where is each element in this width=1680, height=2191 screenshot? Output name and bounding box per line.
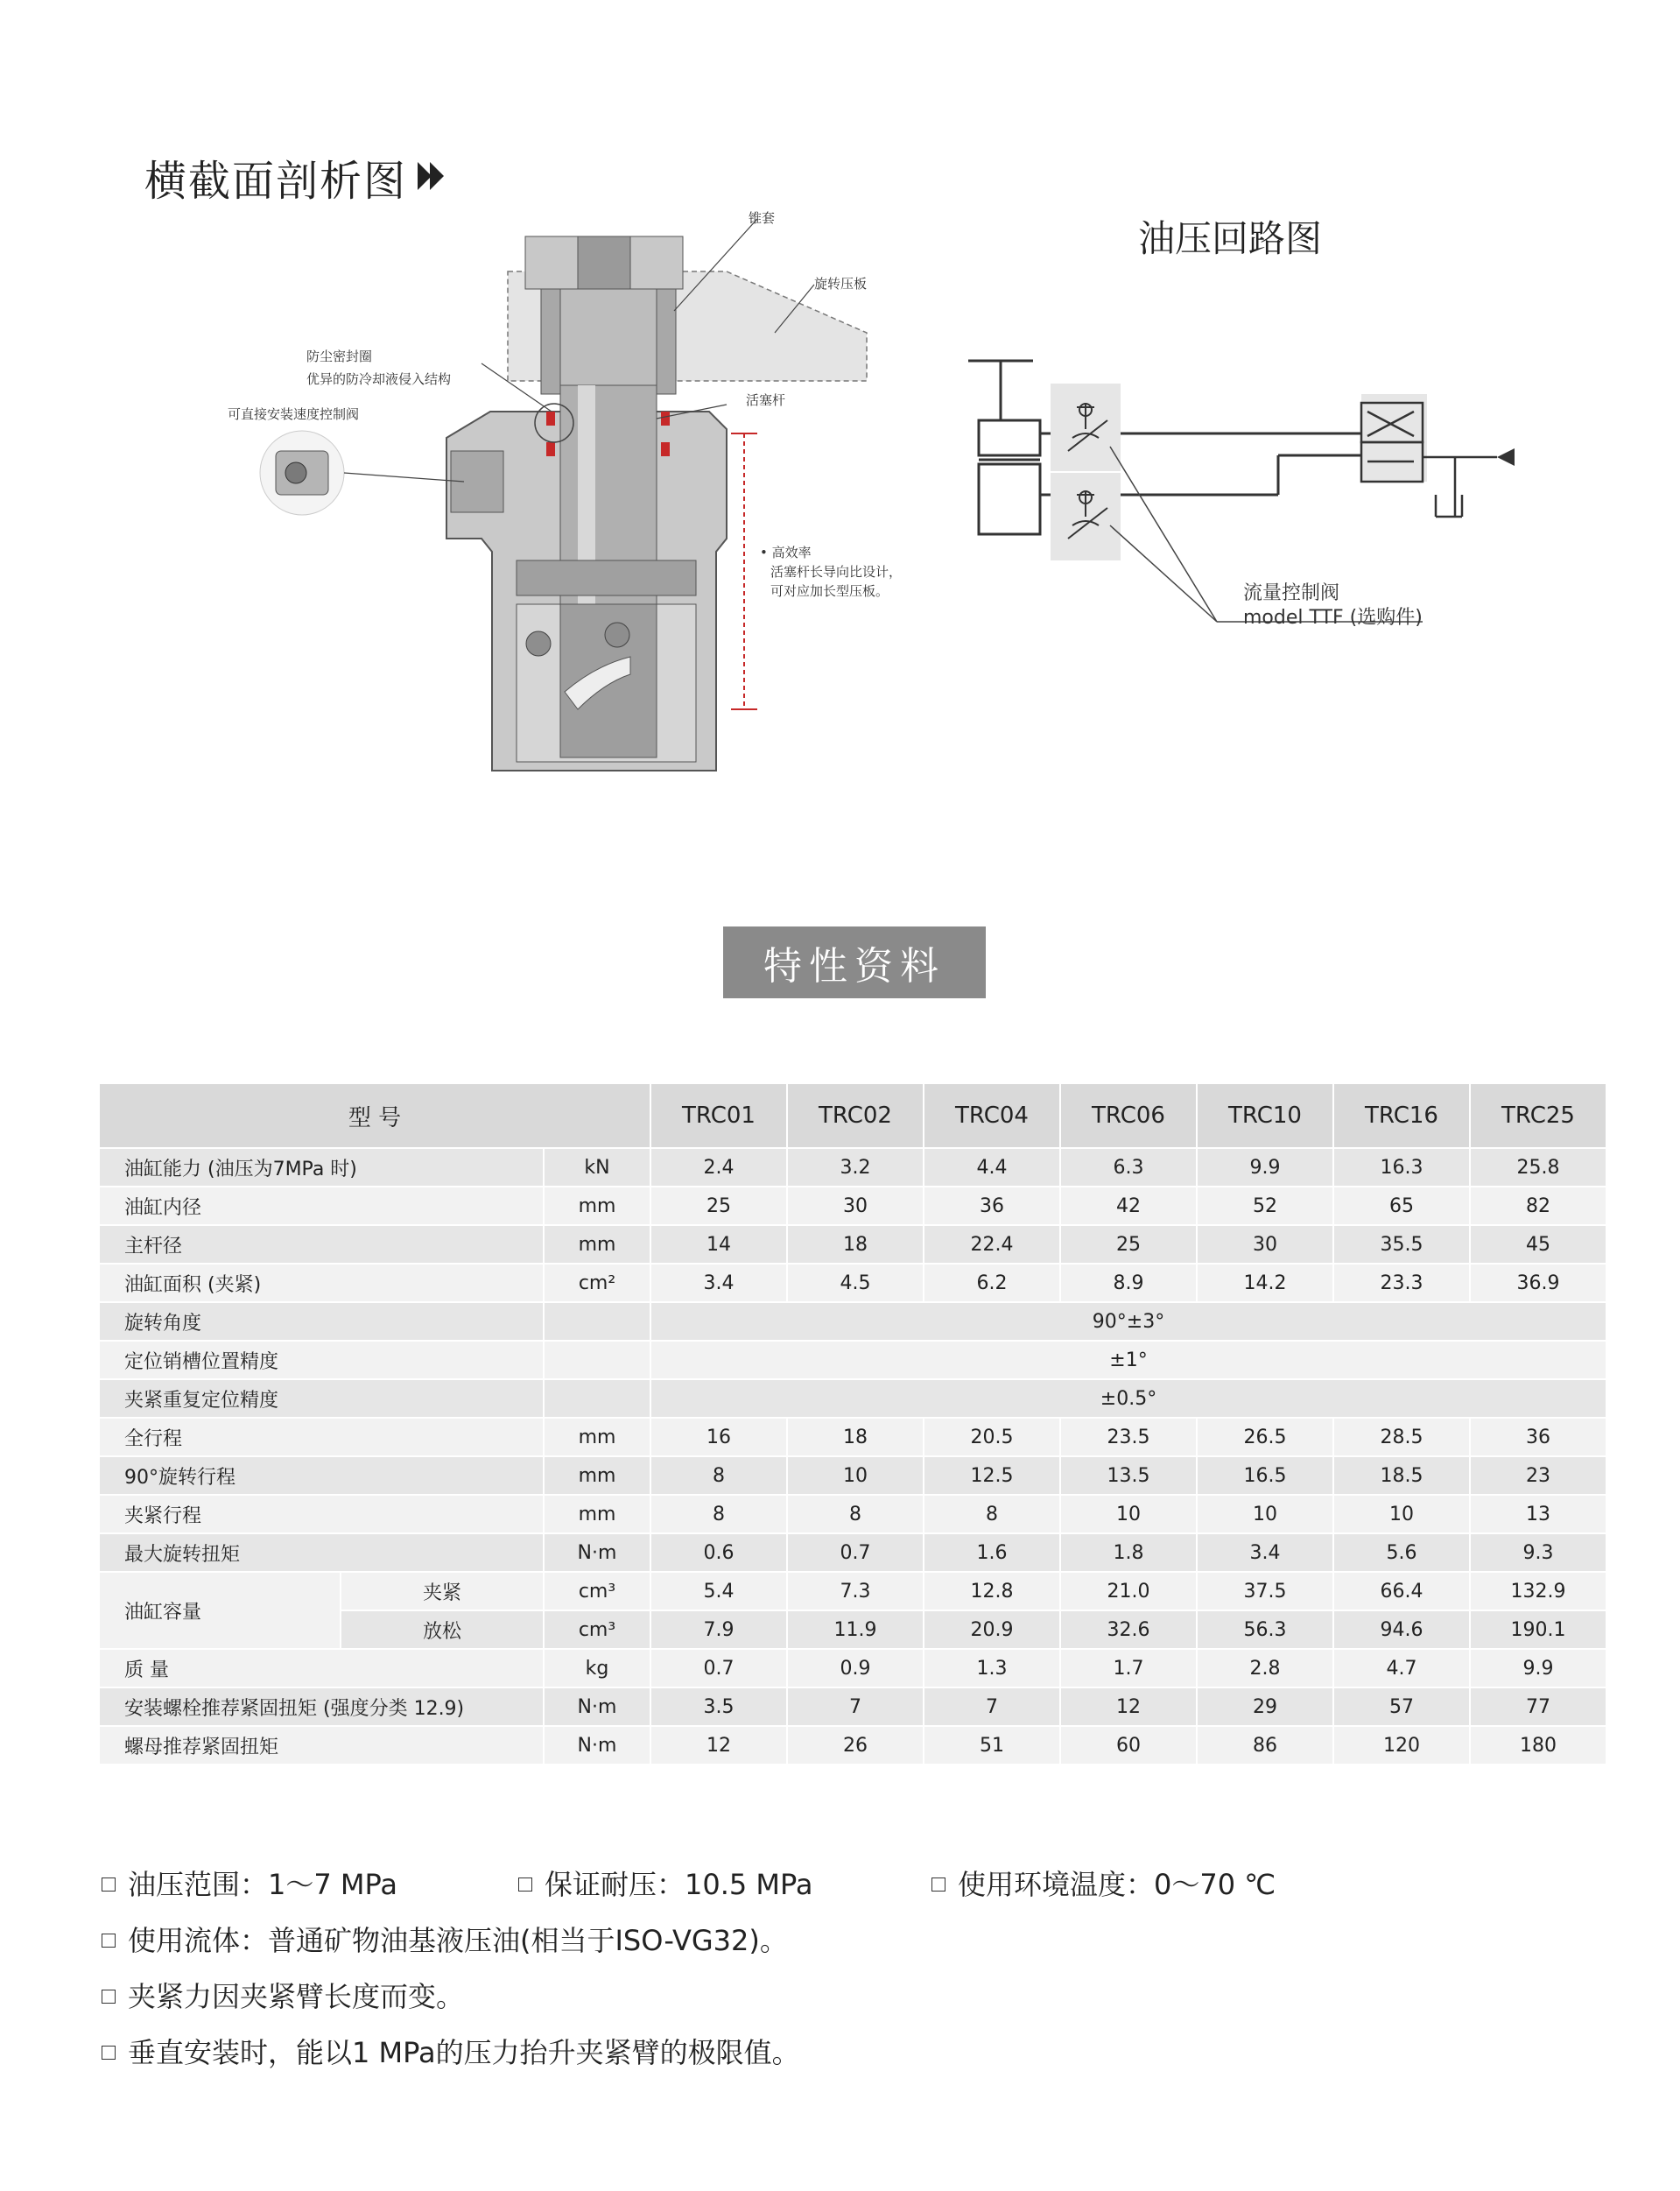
- cell-value: 23: [1471, 1457, 1606, 1494]
- header-model: TRC10: [1198, 1084, 1332, 1147]
- row-label: 全行程: [100, 1419, 543, 1455]
- note-pressure-range: 油压范围：1～7 MPa: [128, 1868, 397, 1901]
- cell-value: 0.9: [788, 1650, 923, 1687]
- row-span-value: ±0.5°: [651, 1380, 1606, 1417]
- cell-value: 36: [1471, 1419, 1606, 1455]
- row-unit: N·m: [545, 1727, 650, 1764]
- table-row: [100, 1650, 1606, 1687]
- note-row: [102, 1856, 1276, 1913]
- header-model-label: 型 号: [100, 1084, 650, 1147]
- cell-value: 60: [1061, 1727, 1196, 1764]
- cell-value: 26: [788, 1727, 923, 1764]
- cell-value: 3.4: [1198, 1534, 1332, 1571]
- row-label: 质 量: [100, 1650, 543, 1687]
- callout-efficiency-3: 可对应加长型压板。: [770, 583, 889, 599]
- row-unit: N·m: [545, 1688, 650, 1725]
- cell-value: 51: [924, 1727, 1059, 1764]
- cell-value: 37.5: [1198, 1573, 1332, 1610]
- cell-value: 14: [651, 1226, 786, 1263]
- cell-value: 42: [1061, 1187, 1196, 1224]
- row-unit: [545, 1303, 650, 1340]
- row-label: 油缸内径: [100, 1187, 543, 1224]
- cell-value: 12: [1061, 1688, 1196, 1725]
- row-label: 定位销槽位置精度: [100, 1342, 543, 1378]
- cell-value: 5.6: [1334, 1534, 1469, 1571]
- cell-value: 13: [1471, 1496, 1606, 1532]
- row-label: 油缸面积 (夹紧): [100, 1265, 543, 1301]
- cell-value: 86: [1198, 1727, 1332, 1764]
- cell-value: 82: [1471, 1187, 1606, 1224]
- cell-value: 28.5: [1334, 1419, 1469, 1455]
- cell-value: 1.3: [924, 1650, 1059, 1687]
- cell-value: 0.7: [788, 1534, 923, 1571]
- table-row: [100, 1457, 1606, 1494]
- cell-value: 2.4: [651, 1149, 786, 1186]
- cell-value: 6.2: [924, 1265, 1059, 1301]
- circuit-valve-label: 流量控制阀: [1243, 582, 1340, 604]
- cell-value: 36: [924, 1187, 1059, 1224]
- cell-value: 132.9: [1471, 1573, 1606, 1610]
- table-row: [100, 1342, 1606, 1378]
- row-sub-label: 夹紧: [341, 1573, 543, 1610]
- cell-value: 1.7: [1061, 1650, 1196, 1687]
- table-row: [100, 1419, 1606, 1455]
- cell-value: 12.8: [924, 1573, 1059, 1610]
- row-unit: [545, 1380, 650, 1417]
- row-unit: kg: [545, 1650, 650, 1687]
- cell-value: 21.0: [1061, 1573, 1196, 1610]
- cell-value: 36.9: [1471, 1265, 1606, 1301]
- row-unit: mm: [545, 1457, 650, 1494]
- table-header-row: [100, 1084, 1606, 1147]
- cell-value: 0.7: [651, 1650, 786, 1687]
- cell-value: 11.9: [788, 1611, 923, 1648]
- callout-piston-rod: 活塞杆: [746, 392, 786, 408]
- row-label: 夹紧重复定位精度: [100, 1380, 543, 1417]
- header-model: TRC16: [1334, 1084, 1469, 1147]
- row-label: 夹紧行程: [100, 1496, 543, 1532]
- header-model: TRC25: [1471, 1084, 1606, 1147]
- cell-value: 56.3: [1198, 1611, 1332, 1648]
- callout-efficiency-1: • 高效率: [760, 545, 812, 560]
- cell-value: 4.7: [1334, 1650, 1469, 1687]
- cell-value: 23.5: [1061, 1419, 1196, 1455]
- row-label: 螺母推荐紧固扭矩: [100, 1727, 543, 1764]
- row-span-value: ±1°: [651, 1342, 1606, 1378]
- table-row: [100, 1573, 1606, 1610]
- row-unit: N·m: [545, 1534, 650, 1571]
- table-row: [100, 1534, 1606, 1571]
- callout-cone-sleeve: 锥套: [749, 210, 776, 226]
- cell-value: 10: [1334, 1496, 1469, 1532]
- table-row: [100, 1187, 1606, 1224]
- cell-value: 18.5: [1334, 1457, 1469, 1494]
- callout-efficiency-2: 活塞杆长导向比设计，: [770, 564, 903, 580]
- cell-value: 16.3: [1334, 1149, 1469, 1186]
- cell-value: 3.5: [651, 1688, 786, 1725]
- table-row: [100, 1688, 1606, 1725]
- cell-value: 57: [1334, 1688, 1469, 1725]
- row-unit: mm: [545, 1187, 650, 1224]
- row-label: 最大旋转扭矩: [100, 1534, 543, 1571]
- cell-value: 7: [788, 1688, 923, 1725]
- table-row: [100, 1380, 1606, 1417]
- cell-value: 5.4: [651, 1573, 786, 1610]
- callout-dust-seal: 防尘密封圈: [306, 349, 373, 364]
- cross-section-title-text: 横截面剖析图: [144, 157, 408, 206]
- cell-value: 20.5: [924, 1419, 1059, 1455]
- cell-value: 18: [788, 1419, 923, 1455]
- row-sub-label: 放松: [341, 1611, 543, 1648]
- cell-value: 12: [651, 1727, 786, 1764]
- row-unit: cm³: [545, 1611, 650, 1648]
- cell-value: 10: [1061, 1496, 1196, 1532]
- header-model: TRC06: [1061, 1084, 1196, 1147]
- row-unit: kN: [545, 1149, 650, 1186]
- cell-value: 23.3: [1334, 1265, 1469, 1301]
- cell-value: 10: [788, 1457, 923, 1494]
- checkbox-icon: [102, 1990, 116, 2004]
- row-unit: cm³: [545, 1573, 650, 1610]
- cell-value: 1.6: [924, 1534, 1059, 1571]
- cell-value: 180: [1471, 1727, 1606, 1764]
- cell-value: 7: [924, 1688, 1059, 1725]
- row-label: 旋转角度: [100, 1303, 543, 1340]
- cell-value: 25.8: [1471, 1149, 1606, 1186]
- header-model: TRC02: [788, 1084, 923, 1147]
- cell-value: 9.3: [1471, 1534, 1606, 1571]
- cell-value: 30: [1198, 1226, 1332, 1263]
- row-label: 油缸能力 (油压为7MPa 时): [100, 1149, 543, 1186]
- cell-value: 8: [651, 1457, 786, 1494]
- cell-value: 25: [651, 1187, 786, 1224]
- cell-value: 66.4: [1334, 1573, 1469, 1610]
- cell-value: 9.9: [1198, 1149, 1332, 1186]
- cell-value: 45: [1471, 1226, 1606, 1263]
- cell-value: 65: [1334, 1187, 1469, 1224]
- double-arrow-right-icon: [418, 153, 447, 202]
- cell-value: 77: [1471, 1688, 1606, 1725]
- checkbox-icon: [102, 2046, 116, 2060]
- table-row: [100, 1496, 1606, 1532]
- cell-value: 7.9: [651, 1611, 786, 1648]
- spec-table: [98, 1082, 1607, 1765]
- cell-value: 3.4: [651, 1265, 786, 1301]
- row-unit: mm: [545, 1226, 650, 1263]
- cell-value: 16.5: [1198, 1457, 1332, 1494]
- cell-value: 8: [924, 1496, 1059, 1532]
- cell-value: 8.9: [1061, 1265, 1196, 1301]
- cell-value: 2.8: [1198, 1650, 1332, 1687]
- cell-value: 4.4: [924, 1149, 1059, 1186]
- cell-value: 30: [788, 1187, 923, 1224]
- table-row: [100, 1149, 1606, 1186]
- row-label: 90°旋转行程: [100, 1457, 543, 1494]
- row-unit: mm: [545, 1419, 650, 1455]
- callout-speed-valve: 可直接安装速度控制阀: [228, 406, 360, 422]
- callout-rotating-plate: 旋转压板: [814, 276, 868, 292]
- cell-value: 32.6: [1061, 1611, 1196, 1648]
- cell-value: 12.5: [924, 1457, 1059, 1494]
- note-proof-pressure: 保证耐压：10.5 MPa: [545, 1868, 813, 1901]
- callout-dust-seal-desc: 优异的防冷却液侵入结构: [306, 371, 452, 387]
- table-row: [100, 1727, 1606, 1764]
- note-vertical: 垂直安装时，能以1 MPa的压力抬升夹紧臂的极限值。: [128, 2036, 800, 2069]
- note-row: [102, 1913, 1276, 1969]
- circuit-title: 油压回路图: [1138, 217, 1323, 260]
- cell-value: 190.1: [1471, 1611, 1606, 1648]
- table-row: [100, 1265, 1606, 1301]
- cell-value: 35.5: [1334, 1226, 1469, 1263]
- cell-value: 3.2: [788, 1149, 923, 1186]
- row-unit: cm²: [545, 1265, 650, 1301]
- table-row: [100, 1226, 1606, 1263]
- cell-value: 13.5: [1061, 1457, 1196, 1494]
- cell-value: 22.4: [924, 1226, 1059, 1263]
- cell-value: 8: [651, 1496, 786, 1532]
- cell-value: 26.5: [1198, 1419, 1332, 1455]
- cell-value: 16: [651, 1419, 786, 1455]
- cell-value: 94.6: [1334, 1611, 1469, 1648]
- row-label: 安装螺栓推荐紧固扭矩 (强度分类 12.9): [100, 1688, 543, 1725]
- cell-value: 25: [1061, 1226, 1196, 1263]
- cross-section-title: [144, 147, 447, 208]
- note-temperature: 使用环境温度：0～70 ℃: [958, 1868, 1276, 1901]
- cell-value: 1.8: [1061, 1534, 1196, 1571]
- note-fluid: 使用流体：普通矿物油基液压油(相当于ISO-VG32)。: [128, 1924, 788, 1957]
- cell-value: 52: [1198, 1187, 1332, 1224]
- cell-value: 9.9: [1471, 1650, 1606, 1687]
- row-span-value: 90°±3°: [651, 1303, 1606, 1340]
- cell-value: 4.5: [788, 1265, 923, 1301]
- row-label: 油缸容量: [100, 1573, 340, 1648]
- cell-value: 10: [1198, 1496, 1332, 1532]
- note-clamp-force: 夹紧力因夹紧臂长度而变。: [128, 1980, 465, 2013]
- note-row: [102, 2025, 1276, 2081]
- cell-value: 14.2: [1198, 1265, 1332, 1301]
- cell-value: 120: [1334, 1727, 1469, 1764]
- header-model: TRC01: [651, 1084, 786, 1147]
- cell-value: 8: [788, 1496, 923, 1532]
- notes: [102, 1856, 1276, 2081]
- checkbox-icon: [102, 1934, 116, 1948]
- cell-value: 6.3: [1061, 1149, 1196, 1186]
- note-row: [102, 1969, 1276, 2025]
- header-model: TRC04: [924, 1084, 1059, 1147]
- circuit-valve-model: model TTF (选购件): [1243, 607, 1423, 629]
- checkbox-icon: [102, 1877, 116, 1892]
- row-unit: [545, 1342, 650, 1378]
- checkbox-icon: [931, 1877, 945, 1892]
- cell-value: 7.3: [788, 1573, 923, 1610]
- row-label: 主杆径: [100, 1226, 543, 1263]
- cell-value: 0.6: [651, 1534, 786, 1571]
- checkbox-icon: [518, 1877, 532, 1892]
- row-unit: mm: [545, 1496, 650, 1532]
- table-row: [100, 1303, 1606, 1340]
- cell-value: 29: [1198, 1688, 1332, 1725]
- specs-title: 特性资料: [723, 926, 986, 998]
- cell-value: 18: [788, 1226, 923, 1263]
- cell-value: 20.9: [924, 1611, 1059, 1648]
